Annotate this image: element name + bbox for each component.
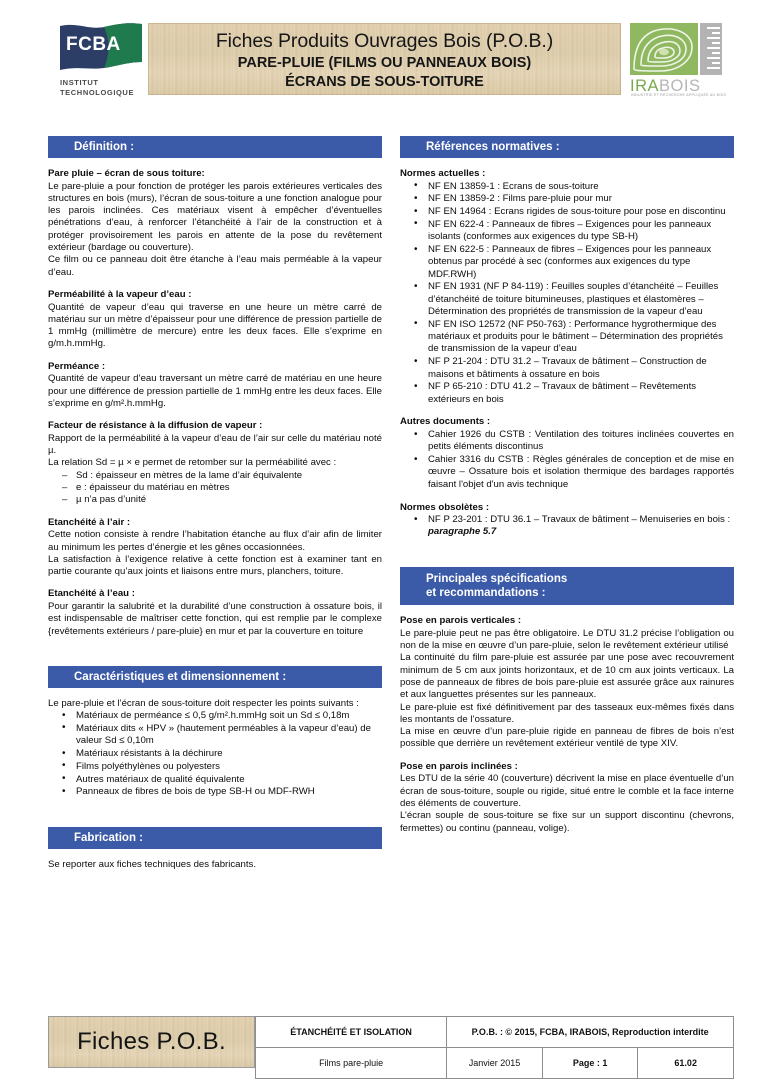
footer-info-table	[255, 1016, 734, 1079]
list-item: • NF P 65-210 : DTU 41.2 – Travaux de bâtiment – Revêtements extérieurs en bois	[428, 381, 734, 406]
normes-actuelles-list	[400, 181, 734, 406]
fabrication-body: Se reporter aux fiches techniques des fabricants.	[48, 859, 256, 871]
footer-copyright-cell: P.O.B. : © 2015, FCBA, IRABOIS, Reproduction interdite	[447, 1017, 734, 1048]
footer-subject-cell: Films pare-pluie	[256, 1048, 447, 1079]
pose-verticales-body3: Le pare-pluie est fixé définitivement par des tasseaux eux-mêmes fixés dans les montants de l’ossature.	[400, 701, 734, 725]
definition-sub4-body2: La relation Sd = µ × e permet de retomber sur la perméabilité avec :	[48, 457, 337, 469]
definition-sub2-body: Quantité de vapeur d’eau qui traverse en une heure un mètre carré de matériau sur un mètre d’épaisseur pour une différence de pression partielle de 1 mmHg (millimètre de mercure) entre les deux faces. Elle s’exprime en g/m.h.mmHg.	[48, 301, 382, 350]
pose-inclinees-title: Pose en parois inclinées :	[400, 760, 518, 772]
irabois-word-bois: BOIS	[659, 77, 701, 95]
definition-sub1-title: Pare pluie – écran de sous toiture:	[48, 168, 205, 179]
section-header-fabrication: Fabrication :	[48, 827, 382, 849]
list-item: • NF EN 622-5 : Panneaux de fibres – Exigences pour les panneaux obtenus par procédé à sec (conformes aux exigences du type MDF.RWH)	[428, 244, 734, 281]
list-item: • NF EN 14964 : Ecrans rigides de sous-toiture pour pose en discontinu	[428, 206, 734, 218]
definition-sub5-body: Cette notion consiste à rendre l’habitation étanche au flux d’air afin de limiter au minimum les pertes d’énergie et les gênes occasionnées.	[48, 529, 382, 553]
list-item: • Matériaux résistants à la déchirure	[76, 748, 382, 760]
list-item	[428, 514, 734, 539]
document-header	[0, 0, 768, 118]
table-row	[256, 1017, 734, 1048]
irabois-graphic-icon	[630, 23, 722, 75]
list-item: • NF EN 13859-2 : Films pare-pluie pour mur	[428, 193, 734, 205]
list-item: • NF EN ISO 12572 (NF P50-763) : Performance hygrothermique des matériaux et produits pour le bâtiment – Détermination des propriétés de transmission de la vapeur d’eau	[428, 319, 734, 356]
definition-sub2-title: Perméabilité à la vapeur d’eau :	[48, 288, 192, 300]
list-item: – Sd : épaisseur en mètres de la lame d’air équivalente	[76, 470, 382, 482]
right-column	[400, 136, 734, 835]
definition-sub3-body: Quantité de vapeur d’eau traversant un mètre carré de matériau en une heure pour une différence de pression partielle de 1 mmHg entre les deux faces. Elle s’exprime en g/m².h.mmHg.	[48, 373, 382, 409]
definition-sub6-title: Etanchéité à l’eau :	[48, 588, 135, 600]
pose-inclinees-body1: Les DTU de la série 40 (couverture) décrivent la mise en place éventuelle d’un écran de sous-toiture, souple ou rigide, situé entre le comble et la face interne des éléments de couverture.	[400, 773, 734, 809]
section-header-definition: Définition :	[48, 136, 382, 158]
irabois-word-ira: IRA	[630, 77, 660, 95]
document-footer	[48, 1016, 734, 1068]
definition-sub1-body2: Ce film ou ce panneau doit être étanche à l’eau mais perméable à la vapeur d’eau.	[48, 254, 382, 278]
tree-rings-icon	[630, 23, 698, 75]
pose-inclinees-body2: L’écran souple de sous-toiture se fixe sur un support discontinu (chevrons, fermettes) ou continu (panneau, volige).	[400, 810, 734, 834]
pose-verticales-body1: Le pare-pluie peut ne pas être obligatoire. Le DTU 31.2 précise l’obligation ou non de la mise en œuvre d’un pare-pluie, selon le revêtement extérieur utilisé	[400, 627, 734, 652]
list-item: – e : épaisseur du matériau en mètres	[76, 482, 382, 494]
left-column	[48, 136, 382, 872]
definition-sub4-body: Rapport de la perméabilité à la vapeur d’eau de l’air sur celle du matériau noté µ.	[48, 432, 382, 457]
section-header-specifications	[400, 567, 734, 605]
definition-sub4-title: Facteur de résistance à la diffusion de vapeur :	[48, 420, 263, 432]
fcba-flag-icon	[58, 22, 144, 74]
definition-sub6-body: Pour garantir la salubrité et la durabilité d’une construction à ossature bois, il est indispensable de maîtriser cette fonction, qui est remplie par le complexe {revêtements extérieurs / pare-pluie} en mur et par la couverture en toiture	[48, 600, 382, 637]
list-item: • NF P 21-204 : DTU 31.2 – Travaux de bâtiment – Construction de maisons et bâtiments à ossature en bois	[428, 356, 734, 381]
list-item: • Panneaux de fibres de bois de type SB-H ou MDF-RWH	[76, 786, 382, 798]
obsolete-item-text: NF P 23-201 : DTU 36.1 – Travaux de bâtiment – Menuiseries en bois :	[428, 514, 731, 526]
definition-sub1-body: Le pare-pluie a pour fonction de protéger les parois extérieures verticales des structures en bois (murs), l’écran de sous-toiture a une fonction analogue pour les parois inclinées. Ces matériaux visent à empêcher d’éventuelles pénétrations d’eau, à renforcer l’étanchéité à l’air de la construction et à protéger provisoirement les parois en attente de la pose du revêtement extérieur (bardage ou couverture).	[48, 180, 382, 254]
caracteristiques-intro: Le pare-pluie et l’écran de sous-toiture doit respecter les points suivants :	[48, 697, 359, 709]
fcba-subtitle-line2: TECHNOLOGIQUE	[60, 88, 135, 97]
list-item: • Matériaux dits « HPV » (hautement perméables à la vapeur d’eau) de valeur Sd ≤ 0,10m	[76, 723, 382, 748]
list-item: • Matériaux de perméance ≤ 0,5 g/m².h.mmHg soit un Sd ≤ 0,18m	[76, 710, 382, 722]
list-item: • NF EN 13859-1 : Ecrans de sous-toiture	[428, 181, 734, 193]
list-item: • Autres matériaux de qualité équivalente	[76, 774, 382, 786]
definition-sub4-list	[48, 470, 382, 507]
definition-sub5-title: Etanchéité à l’air :	[48, 516, 131, 528]
section-header-references: Références normatives :	[400, 136, 734, 158]
normes-obsoletes-title: Normes obsolètes :	[400, 501, 490, 513]
pose-verticales-title: Pose en parois verticales :	[400, 615, 522, 627]
footer-topic-cell: ÉTANCHÉITÉ ET ISOLATION	[256, 1017, 447, 1048]
list-item: • NF EN 1931 (NF P 84-119) : Feuilles souples d’étanchéité – Feuilles d’étanchéité de toiture bitumineuses, plastiques et élastomères – Détermination des propriétés de transmission de la vapeur d’eau	[428, 281, 734, 318]
fcba-wordmark: FCBA	[66, 34, 121, 55]
irabois-logo	[630, 23, 727, 101]
fcba-logo	[58, 22, 144, 102]
fcba-subtitle-line1: INSTITUT	[60, 78, 99, 87]
normes-obsoletes-list	[400, 514, 734, 539]
table-row	[256, 1048, 734, 1079]
fcba-subtitle	[60, 78, 134, 98]
list-item: • Cahier 3316 du CSTB : Règles générales de conception et de mise en œuvre – Ossature bois et isolation thermique des bardages rapportés faisant l'objet d'un avis technique	[428, 454, 734, 491]
list-item: • Films polyéthylènes ou polyesters	[76, 761, 382, 773]
footer-page-cell: Page : 1	[542, 1048, 638, 1079]
document-subtitle-2: ÉCRANS DE SOUS-TOITURE	[285, 74, 484, 90]
document-title: Fiches Produits Ouvrages Bois (P.O.B.)	[215, 30, 554, 52]
ruler-icon	[700, 23, 722, 75]
footer-date-cell: Janvier 2015	[447, 1048, 543, 1079]
specifications-heading-line2: et recommandations :	[426, 587, 546, 600]
list-item: • NF EN 622-4 : Panneaux de fibres – Exigences pour les panneaux isolants (conformes aux exigences du type SB-H)	[428, 219, 734, 244]
pose-verticales-body2: La continuité du film pare-pluie est assurée par une pose avec recouvrement minimum de 5 cm aux joints horizontaux, et de 10 cm aux joints verticaux. La pose de panneaux de fibres de bois pare-pluie est assurée grâce aux rainures et aux languettes présentes sur les panneaux.	[400, 652, 734, 701]
title-banner	[148, 23, 621, 95]
footer-brand-text: Fiches P.O.B.	[77, 1028, 226, 1055]
footer-brand-plate	[48, 1016, 255, 1068]
list-item: • Cahier 1926 du CSTB : Ventilation des toitures inclinées couvertes en petits éléments discontinus	[428, 429, 734, 454]
list-item: – µ n’a pas d’unité	[76, 494, 382, 506]
section-header-caracteristiques: Caractéristiques et dimensionnement :	[48, 666, 382, 688]
document-subtitle-1: PARE-PLUIE (FILMS OU PANNEAUX BOIS)	[237, 55, 532, 71]
definition-sub3-title: Perméance :	[48, 360, 106, 372]
normes-actuelles-title: Normes actuelles :	[400, 168, 486, 179]
irabois-tagline: INDUSTRIE ET RECHERCHE APPLIQUÉE AU BOIS	[631, 93, 727, 97]
definition-sub5-body2: La satisfaction à l’exigence relative à cette fonction est à examiner tant en partie courante qu’aux joints et liaisons entre murs, planchers, toiture.	[48, 553, 382, 578]
autres-documents-list	[400, 429, 734, 491]
footer-ref-cell: 61.02	[638, 1048, 734, 1079]
obsolete-item-emphasis: paragraphe 5.7	[428, 526, 497, 538]
specifications-heading-line1: Principales spécifications	[426, 573, 568, 586]
caracteristiques-list	[48, 710, 382, 799]
pose-verticales-body4: La mise en œuvre d’un pare-pluie rigide en panneau de fibres de bois n’est possible que derrière un revêtement extérieur ventilé de type XIV.	[400, 726, 734, 750]
autres-documents-title: Autres documents :	[400, 416, 491, 428]
